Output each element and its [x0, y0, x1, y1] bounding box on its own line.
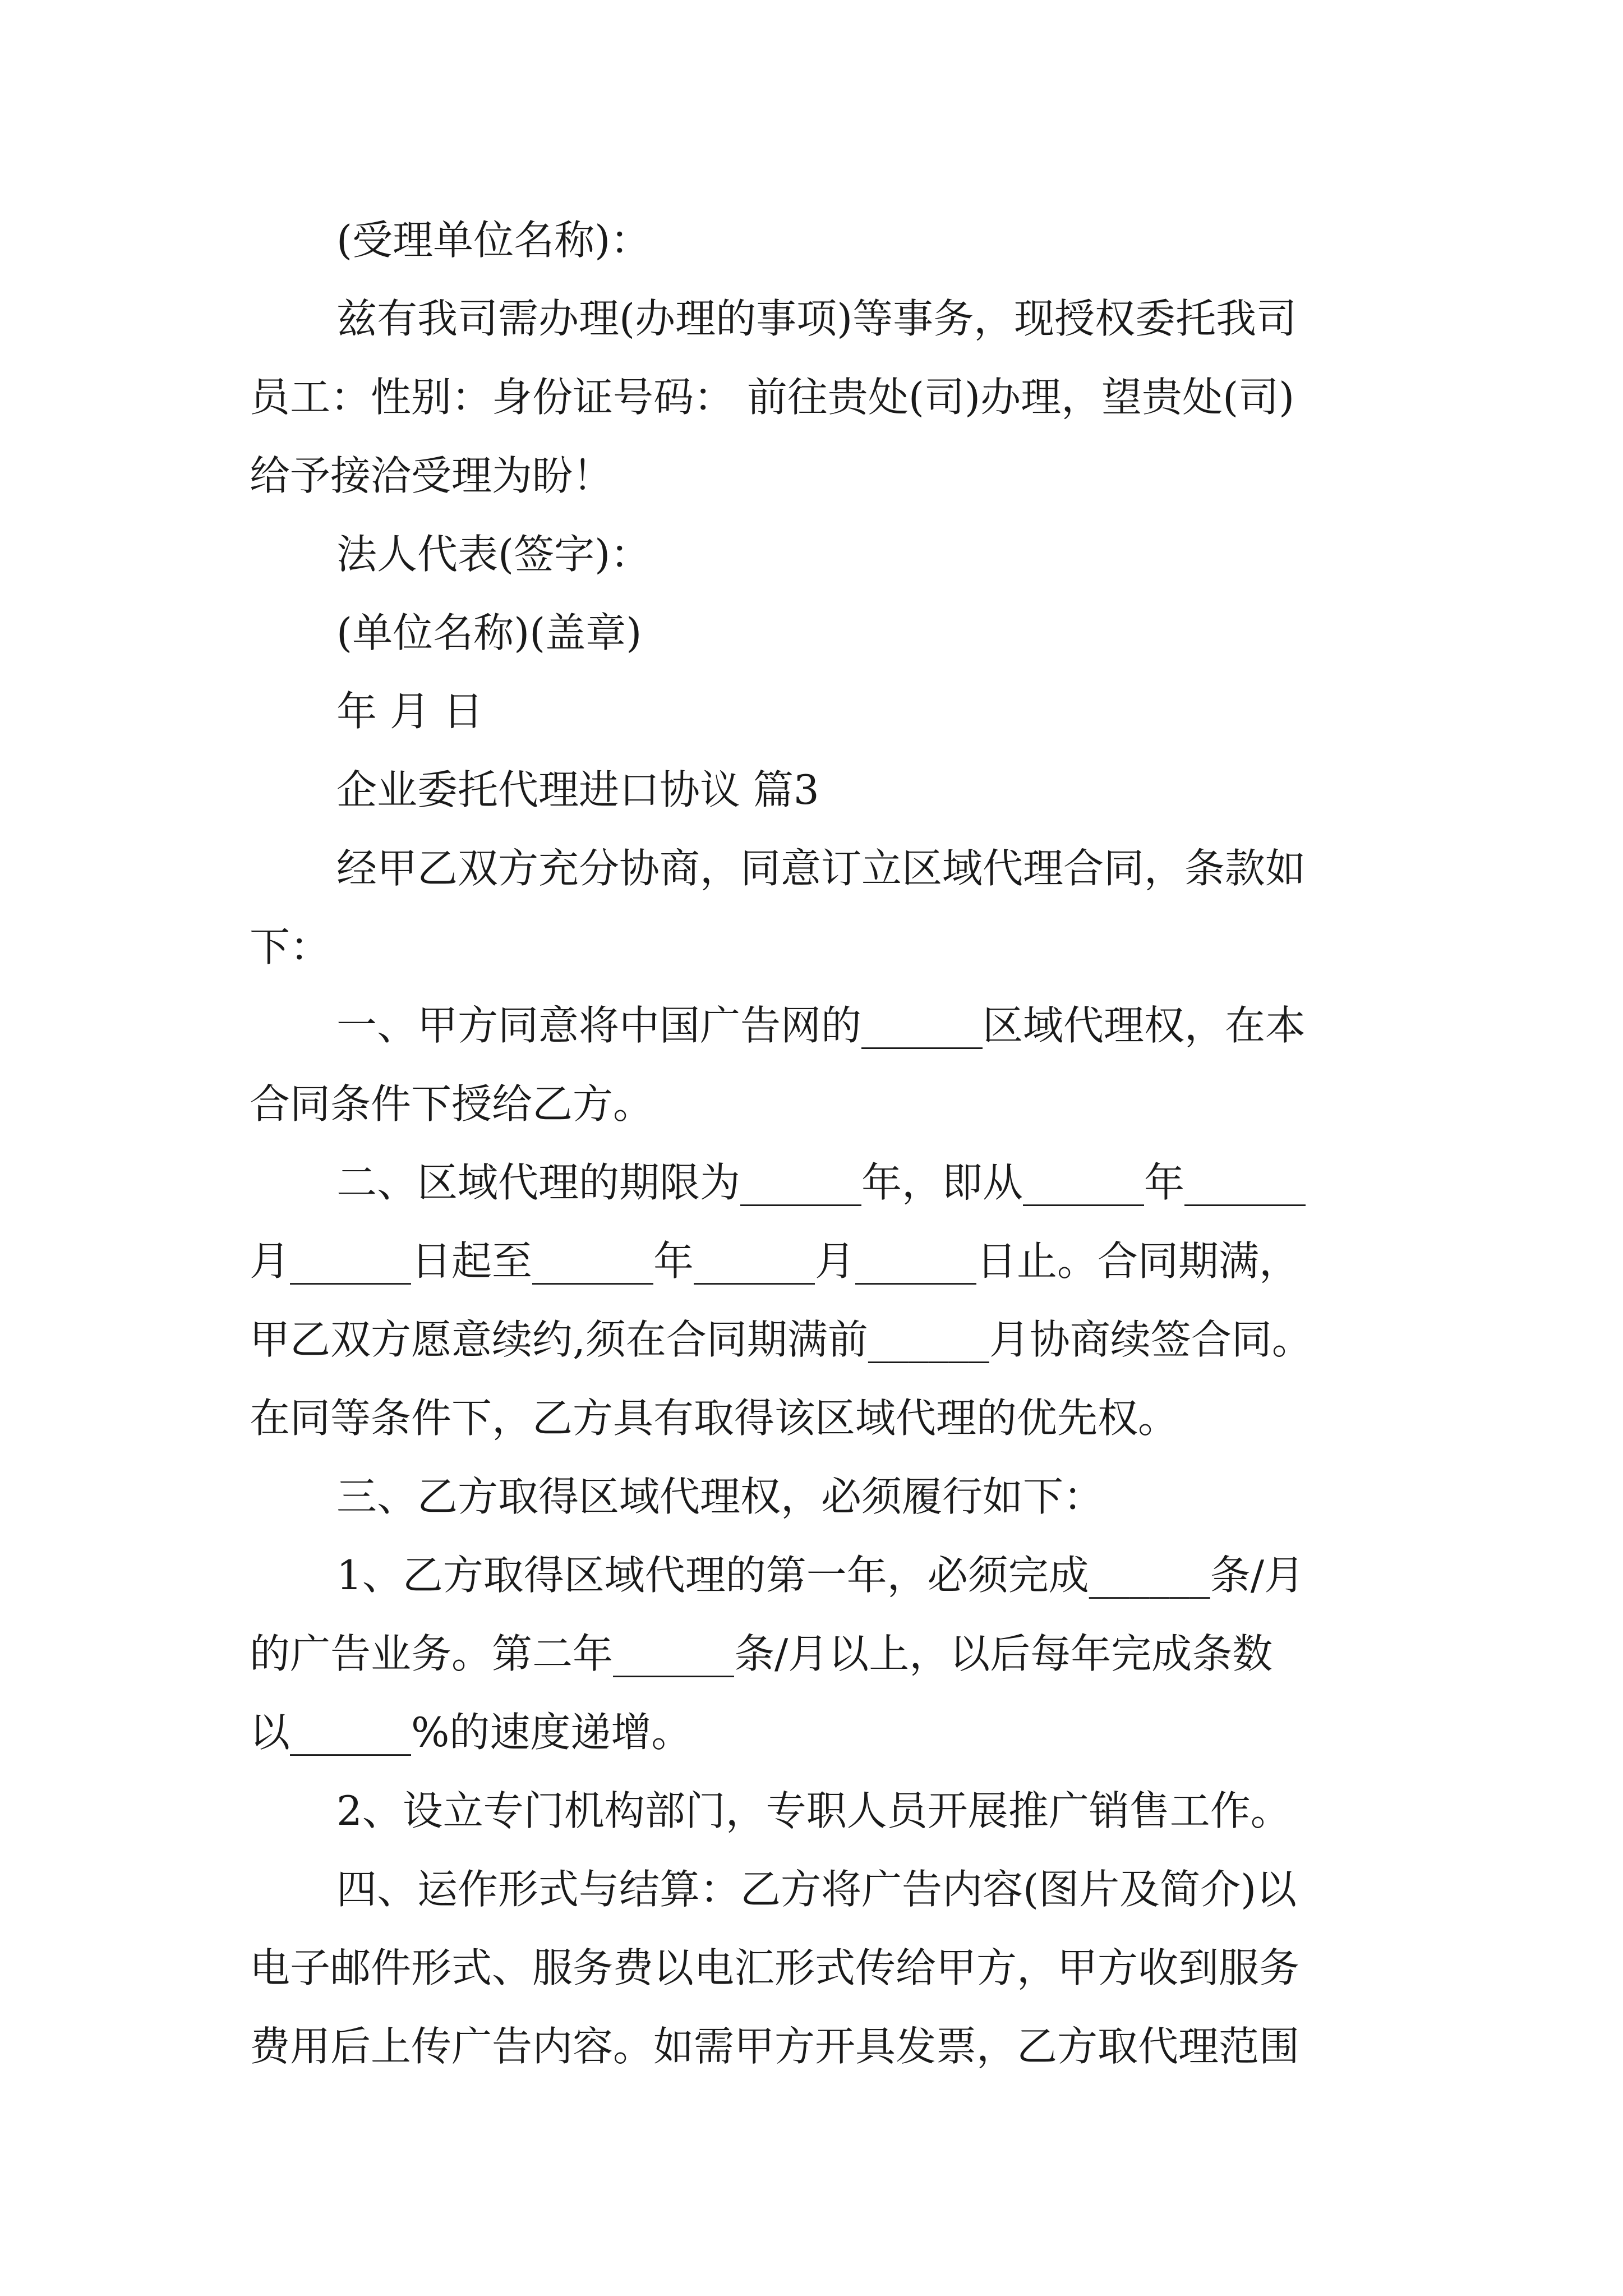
paragraph-line: 员工：性别：身份证号码： 前往贵处(司)办理，望贵处(司) [250, 374, 1295, 421]
paragraph-line: 月______日起至______年______月______日止。合同期满， [250, 1237, 1300, 1285]
paragraph-line: 2、设立专门机构部门，专职人员开展推广销售工作。 [336, 1787, 1291, 1834]
paragraph-line: 法人代表(签字)： [336, 531, 651, 578]
section-heading: 企业委托代理进口协议 篇3 [336, 766, 819, 813]
paragraph-line: 以______%的速度递增。 [250, 1709, 692, 1756]
paragraph-line: 四、运作形式与结算：乙方将广告内容(图片及简介)以 [336, 1866, 1297, 1913]
paragraph-line: (单位名称)(盖章) [336, 609, 642, 656]
paragraph-line: 甲乙双方愿意续约,须在合同期满前______月协商续签合同。 [250, 1316, 1312, 1363]
paragraph-line: 的广告业务。第二年______条/月以上，以后每年完成条数 [250, 1630, 1273, 1677]
paragraph-line: (受理单位名称)： [336, 217, 651, 264]
paragraph-line: 合同条件下授给乙方。 [250, 1080, 654, 1128]
paragraph-line: 一、甲方同意将中国广告网的______区域代理权，在本 [336, 1002, 1306, 1049]
paragraph-line: 1、乙方取得区域代理的第一年，必须完成______条/月 [336, 1552, 1305, 1599]
paragraph-line: 三、乙方取得区域代理权，必须履行如下： [336, 1473, 1104, 1520]
paragraph-line: 经甲乙双方充分协商，同意订立区域代理合同，条款如 [336, 845, 1306, 892]
paragraph-line: 电子邮件形式、服务费以电汇形式传给甲方，甲方收到服务 [250, 1944, 1300, 1991]
paragraph-line: 费用后上传广告内容。如需甲方开具发票，乙方取代理范围 [250, 2023, 1300, 2070]
paragraph-line: 给予接洽受理为盼！ [250, 452, 614, 499]
paragraph-line: 兹有我司需办理(办理的事项)等事务，现授权委托我司 [336, 295, 1297, 342]
paragraph-line: 年 月 日 [336, 688, 483, 735]
paragraph-line: 下： [250, 923, 331, 970]
paragraph-line: 二、区域代理的期限为______年，即从______年______ [336, 1159, 1306, 1206]
paragraph-line: 在同等条件下，乙方具有取得该区域代理的优先权。 [250, 1395, 1179, 1442]
